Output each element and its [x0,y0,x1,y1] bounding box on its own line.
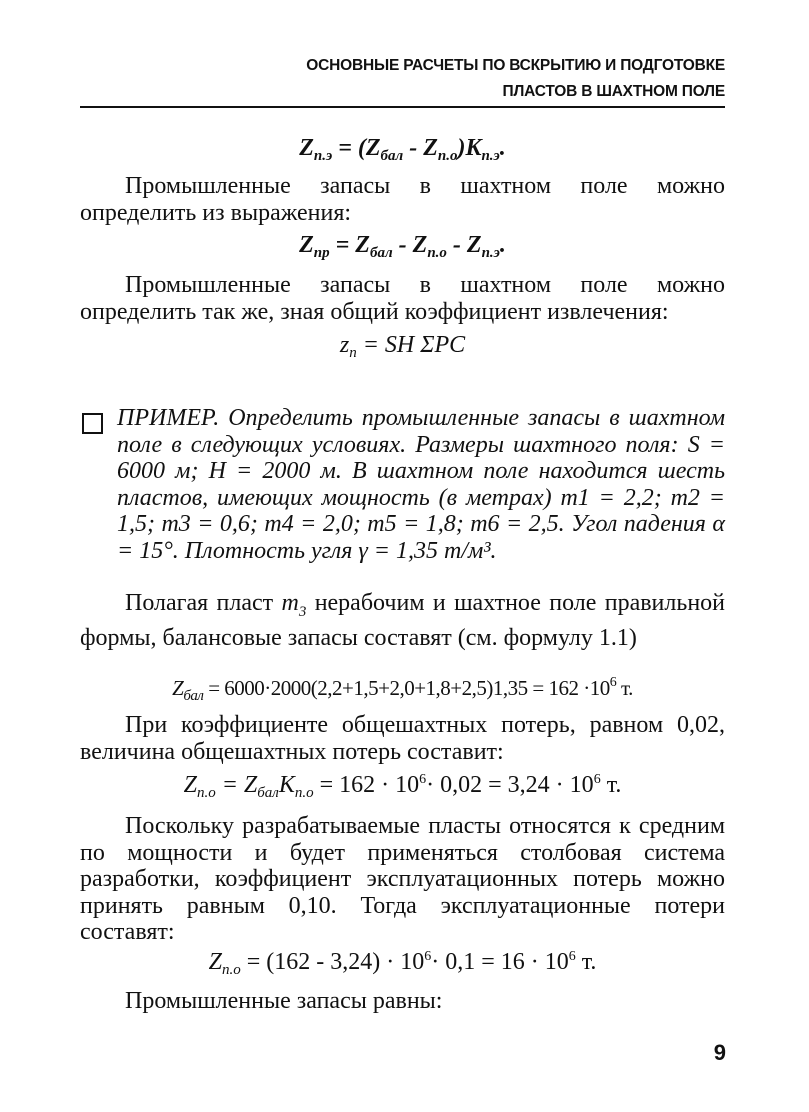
formula-general-losses: $Z_{п.о} = Z_{бал}K_{п.о} = 162 \cdot 10^6\cdot 0,02 = 3,24 \cdot 10^6$ т. [183,772,622,801]
paragraph-5: Поскольку разрабатываемые пласты относятся к средним по мощности и будет применяться столбовая система разработки, коэффициент эксплуатационных потерь можно принять равным 0,10. Тогда эксплуатационные потери составят: [80,813,725,945]
formula-balance-reserves: $Z_{бал} = 6000\cdot 2000(2,2+1,5+2,0+1,8+2,5)1,35 = 162 \cdot 10^6$ т. [172,675,633,704]
header-rule [80,106,725,108]
formula-operational-losses: $Z_{п.э} = (Z_{бал} - Z_{п.о})K_{п.э}$. [299,135,506,164]
paragraph-1: Промышленные запасы в шахтном поле можно определить из выражения: [80,173,725,226]
paragraph-2: Промышленные запасы в шахтном поле можно определить так же, зная общий коэффициент извлечения: [80,272,725,325]
formula-exploitation-losses: $Z_{п.о} = (162 - 3,24) \cdot 10^6\cdot 0,1 = 16 \cdot 10^6$ т. [208,949,597,978]
example-checkbox [82,413,103,434]
example-text: Определить промышленные запасы в шахтном поле в следующих условиях. Размеры шахтного поля: S = 6000 м; H = 2000 м. В шахтном поле находится шесть пластов, имеющих мощность (в метрах) m1 = 2,2; m2 = 1,5; m3 = 0,6; m4 = 2,0; m5 = 1,8; m6 = 2,5. Угол падения α = 15°. Плотность угля γ = 1,35 т/м³. [117,405,726,564]
formula-extraction: $z_п$ = SH ΣPC [339,332,466,361]
example-block [117,405,725,564]
formula-industrial-reserves: $Z_{пр} = Z_{бал} - Z_{п.о} - Z_{п.э}$. [299,232,506,261]
paragraph-3: Полагая пласт $m_3$ нерабочим и шахтное поле правильной формы, балансовые запасы составят (см. формулу 1.1) [80,590,726,652]
header-line-1: ОСНОВНЫЕ РАСЧЕТЫ ПО ВСКРЫТИЮ И ПОДГОТОВКЕ [306,57,725,74]
paragraph-4: При коэффициенте общешахтных потерь, равном 0,02, величина общешахтных потерь составит: [80,712,725,765]
example-label: ПРИМЕР. [117,405,220,431]
paragraph-6: Промышленные запасы равны: [125,988,443,1014]
running-header [80,53,725,105]
header-line-2: ПЛАСТОВ В ШАХТНОМ ПОЛЕ [502,83,725,100]
page-number: 9 [713,1040,726,1065]
